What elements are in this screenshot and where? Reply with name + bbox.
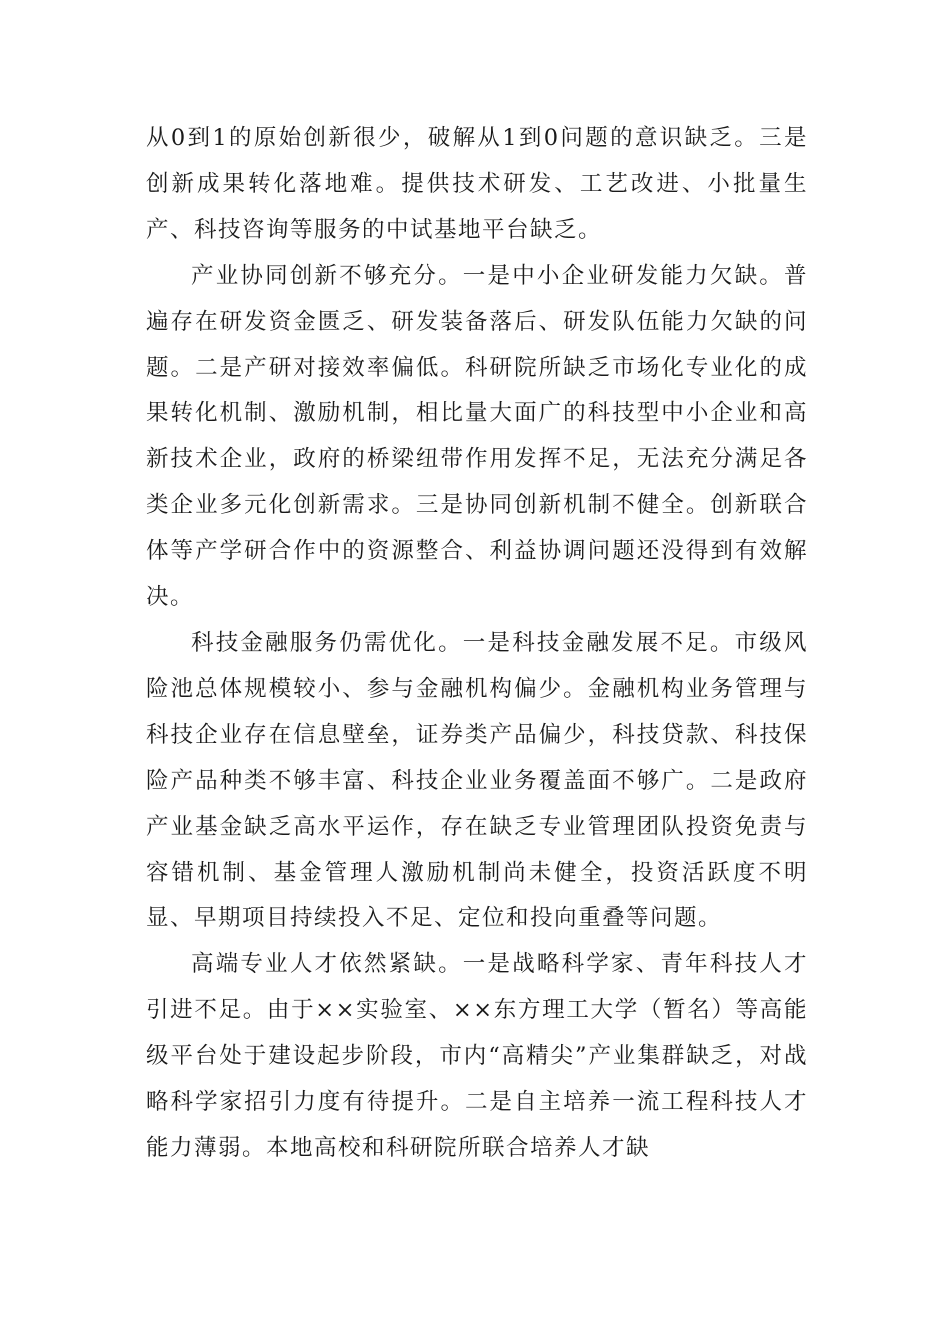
document-body — [146, 116, 808, 1172]
paragraph-talent-shortage: 高端专业人才依然紧缺。一是战略科学家、青年科技人才引进不足。由于××实验室、××东方理工大学（暂名）等高能级平台处于建设起步阶段，市内“高精尖”产业集群缺乏，对战略科学家招引力度有待提升。二是自主培养一流工程科技人才能力薄弱。本地高校和科研院所联合培养人才缺 — [146, 951, 808, 1161]
paragraph-continued: 从0到1的原始创新很少，破解从1到0问题的意识缺乏。三是创新成果转化落地难。提供技术研发、工艺改进、小批量生产、科技咨询等服务的中试基地平台缺乏。 — [146, 125, 808, 243]
paragraph-industry-collaboration: 产业协同创新不够充分。一是中小企业研发能力欠缺。普遍存在研发资金匮乏、研发装备落后、研发队伍能力欠缺的问题。二是产研对接效率偏低。科研院所缺乏市场化专业化的成果转化机制、激励机制，相比量大面广的科技型中小企业和高新技术企业，政府的桥梁纽带作用发挥不足，无法充分满足各类企业多元化创新需求。三是协同创新机制不健全。创新联合体等产学研合作中的资源整合、利益协调问题还没得到有效解决。 — [146, 262, 808, 611]
paragraph-tech-finance: 科技金融服务仍需优化。一是科技金融发展不足。市级风险池总体规模较小、参与金融机构偏少。金融机构业务管理与科技企业存在信息壁垒，证券类产品偏少，科技贷款、科技保险产品种类不够丰富、科技企业业务覆盖面不够广。二是政府产业基金缺乏高水平运作，存在缺乏专业管理团队投资免责与容错机制、基金管理人激励机制尚未健全，投资活跃度不明显、早期项目持续投入不足、定位和投向重叠等问题。 — [146, 629, 808, 932]
